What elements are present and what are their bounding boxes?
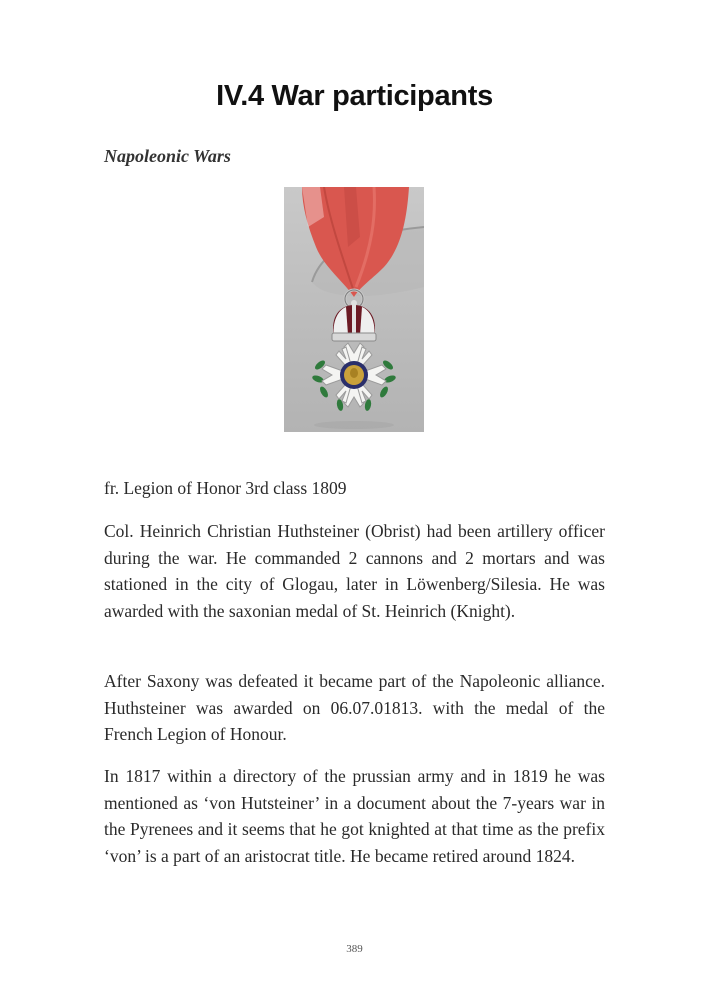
photo-caption: fr. Legion of Honor 3rd class 1809 (104, 478, 347, 498)
crown (332, 300, 376, 341)
page-title: IV.4 War participants (216, 80, 493, 112)
body-paragraph: In 1817 within a directory of the prussian army and in 1819 he was mentioned as ‘von Hutsteiner’ in a document about the 7-years war in the Pyrenees and it seems that he got knighted at that time as the prefix ‘von’ is a part of an aristocrat title. He became retired around 1824. (104, 766, 605, 866)
legion-of-honor-medal-image (284, 187, 424, 432)
body-paragraph: After Saxony was defeated it became part of the Napoleonic alliance. Huthsteiner was awarded on 06.07.01813. with the medal of the French Legion of Honour. (104, 671, 605, 744)
page-number: 389 (346, 943, 363, 955)
medal-photo (284, 187, 424, 432)
body-paragraph: Col. Heinrich Christian Huthsteiner (Obrist) had been artillery officer during the war. He commanded 2 cannons and 2 mortars and was stationed in the city of Glogau, later in Löwenberg/Silesia. He was awarded with the saxonian medal of St. Heinrich (Knight). (104, 521, 605, 621)
section-title: Napoleonic Wars (104, 146, 231, 166)
